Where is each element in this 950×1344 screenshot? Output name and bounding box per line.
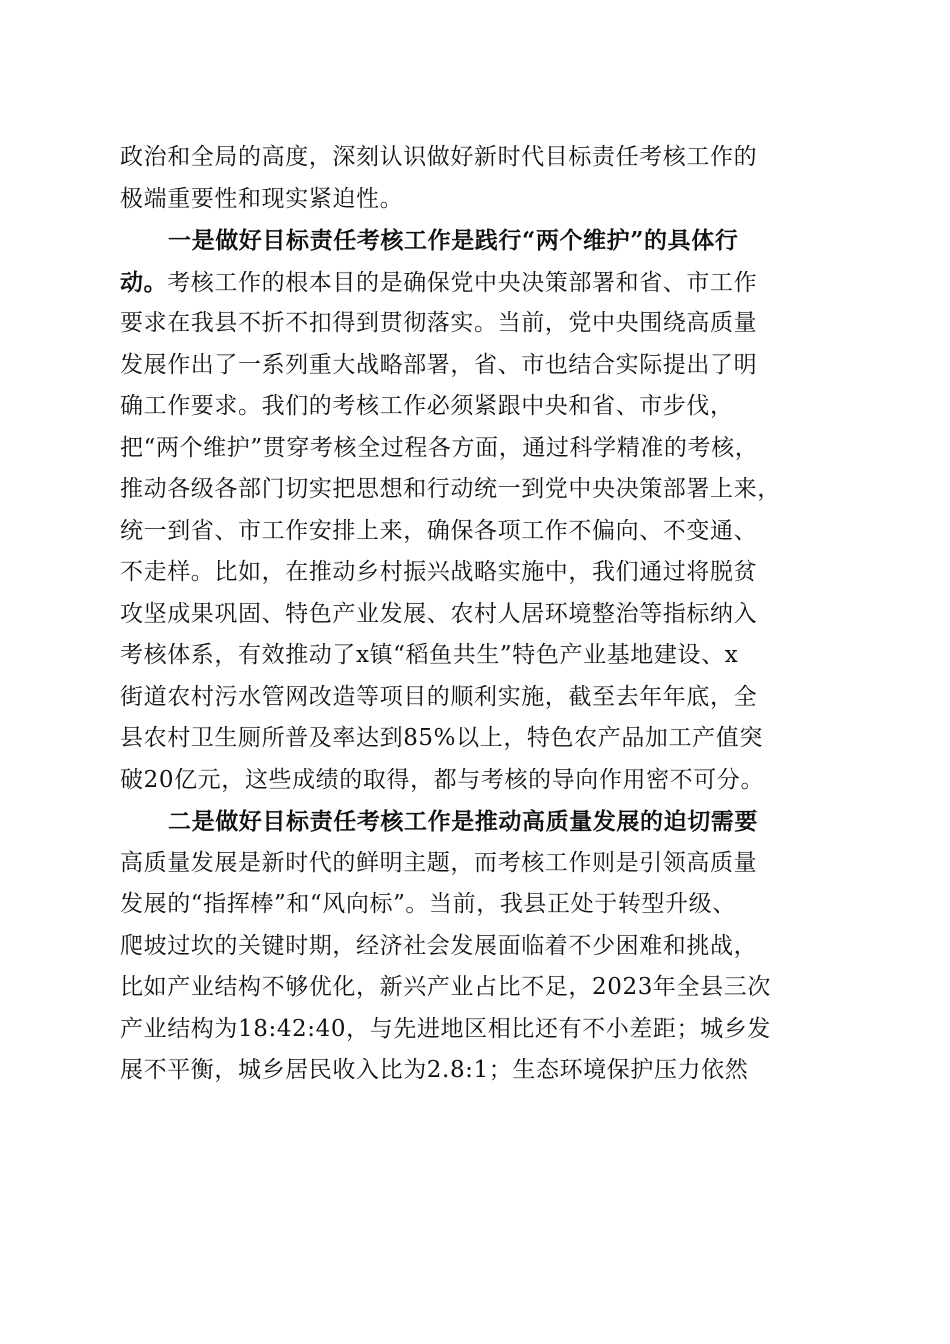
paragraph-3-line: 比如产业结构不够优化，新兴产业占比不足，2023年全县三次 <box>120 974 771 1000</box>
paragraph-2-line: 不走样。比如，在推动乡村振兴战略实施中，我们通过将脱贫 <box>120 559 758 585</box>
paragraph-3-line: 展不平衡，城乡居民收入比为2.8:1；生态环境保护压力依然 <box>120 1057 749 1083</box>
paragraph-1-line-1: 政治和全局的高度，深刻认识做好新时代目标责任考核工作的 <box>120 144 758 170</box>
paragraph-2-line-2-text: 考核工作的根本目的是确保党中央决策部署和省、市工作 <box>167 269 758 296</box>
paragraph-3-line: 发展的“指挥棒”和“风向标”。当前，我县正处于转型升级、 <box>120 891 736 917</box>
paragraph-2-line: 街道农村污水管网改造等项目的顺利实施，截至去年年底，全 <box>120 683 758 710</box>
paragraph-2-line: 县农村卫生厕所普及率达到85%以上，特色农产品加工产值突 <box>120 725 763 751</box>
paragraph-2-line: 破20亿元，这些成绩的取得，都与考核的导向作用密不可分。 <box>120 766 765 793</box>
paragraph-3-heading-line-1: 二是做好目标责任考核工作是推动高质量发展的迫切需要 <box>168 808 758 835</box>
paragraph-3-line: 高质量发展是新时代的鲜明主题，而考核工作则是引领高质量 <box>120 849 758 876</box>
paragraph-3-line: 产业结构为18:42:40，与先进地区相比还有不小差距；城乡发 <box>120 1015 771 1042</box>
paragraph-2-line: 发展作出了一系列重大战略部署，省、市也结合实际提出了明 <box>120 351 758 378</box>
paragraph-2-heading-line-1: 一是做好目标责任考核工作是践行“两个维护”的具体行 <box>168 227 739 254</box>
paragraph-2-line: 攻坚成果巩固、特色产业发展、农村人居环境整治等指标纳入 <box>120 600 758 627</box>
paragraph-2-line: 要求在我县不折不扣得到贯彻落实。当前，党中央围绕高质量 <box>120 310 758 336</box>
paragraph-2-line-2 <box>120 262 832 304</box>
paragraph-3-line: 爬坡过坎的关键时期，经济社会发展面临着不少困难和挑战， <box>120 932 758 959</box>
paragraph-2-heading-end: 动。 <box>120 268 168 296</box>
paragraph-2-line: 确工作要求。我们的考核工作必须紧跟中央和省、市步伐， <box>120 393 734 419</box>
document-body <box>120 137 832 1092</box>
paragraph-2-line: 把“两个维护”贯穿考核全过程各方面，通过科学精准的考核， <box>120 434 759 461</box>
paragraph-1-line-2: 极端重要性和现实紧迫性。 <box>120 185 404 212</box>
paragraph-2-line: 统一到省、市工作安排上来，确保各项工作不偏向、不变通、 <box>120 517 758 544</box>
paragraph-2-line: 考核体系，有效推动了x镇“稻鱼共生”特色产业基地建设、x <box>120 642 739 668</box>
paragraph-2-line: 推动各级各部门切实把思想和行动统一到党中央决策部署上来， <box>120 476 781 502</box>
